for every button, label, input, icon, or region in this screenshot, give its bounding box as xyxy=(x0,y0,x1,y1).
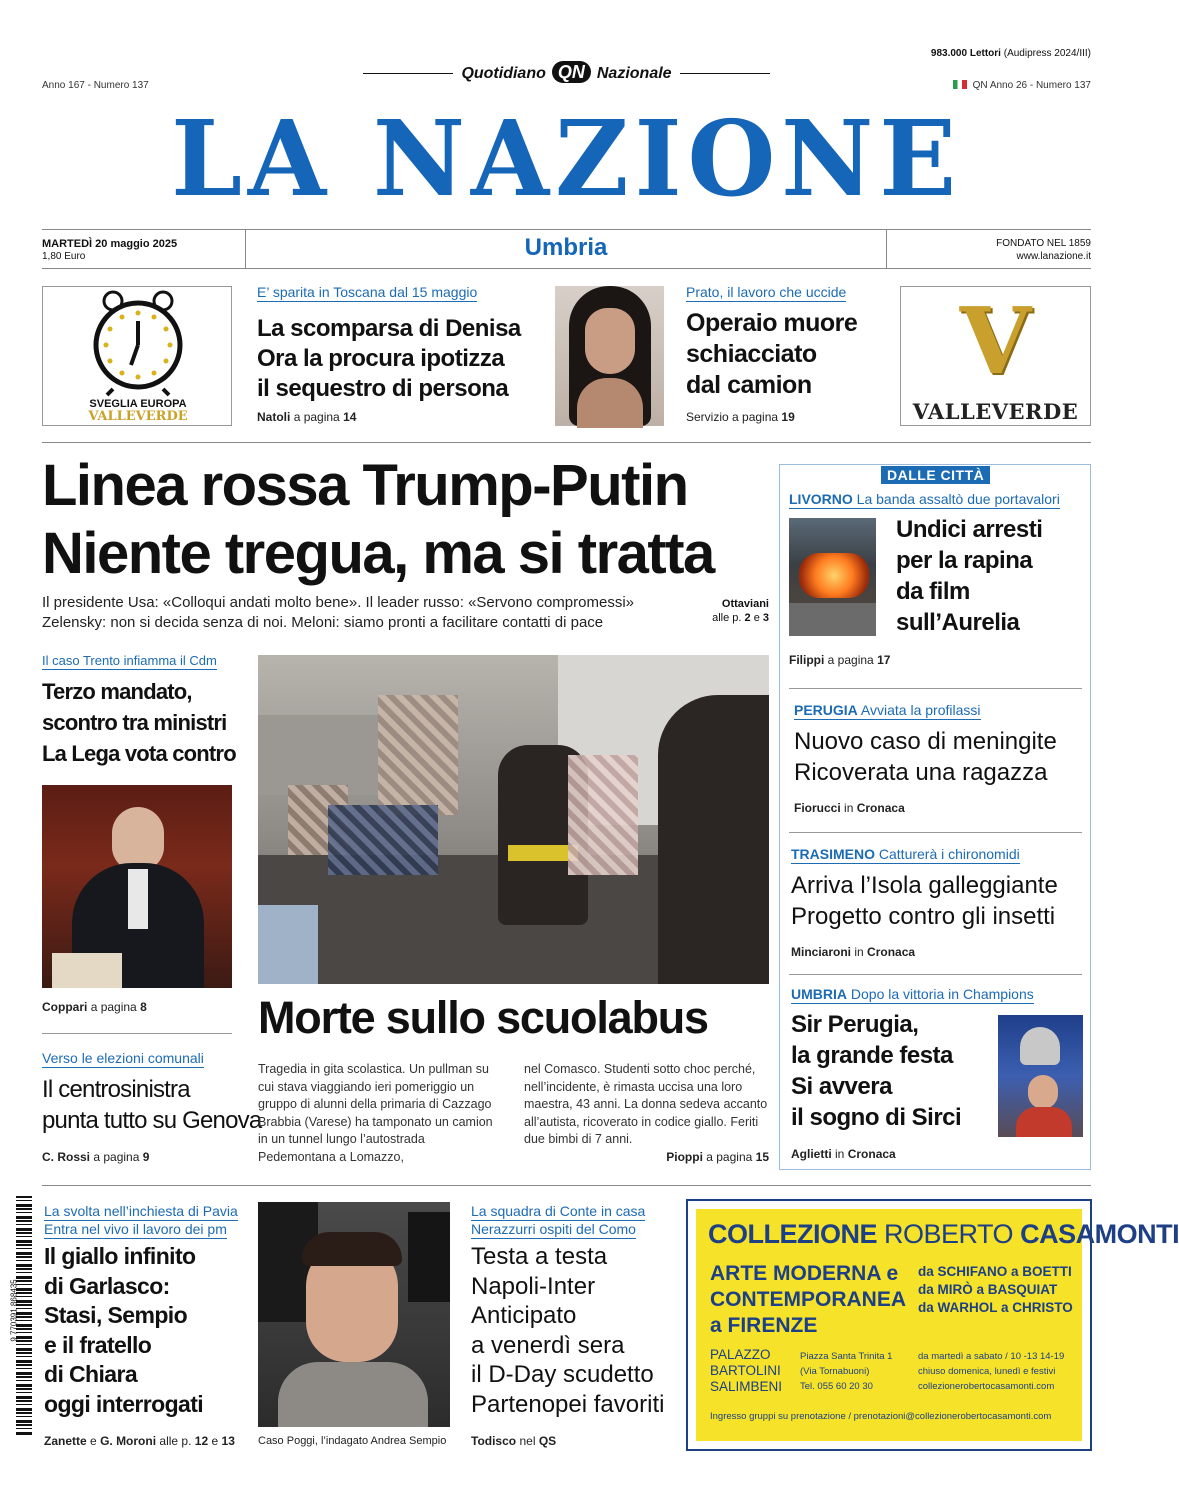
napoli-inter-headline[interactable]: Testa a testa Napoli-Inter Anticipato a venerdì sera il D-Day scudetto Partenopei favoriti xyxy=(471,1243,665,1418)
minister-photo xyxy=(42,785,232,988)
sir-perugia-headline[interactable]: Sir Perugia, la grande festa Si avvera il sogno di Sirci xyxy=(791,1011,962,1131)
scuolabus-photo xyxy=(258,655,769,984)
qn-logo: QN xyxy=(552,61,591,83)
lead-summary: Il presidente Usa: «Colloqui andati molto bene». Il leader russo: «Servono compromessi» Zelensky: non si decida senza di noi. Meloni: siamo pronti a facilitare contatti di pace xyxy=(42,594,634,631)
genova-headline[interactable]: Il centrosinistra punta tutto su Genova xyxy=(42,1076,262,1134)
perugia-byline: Fiorucci in Cronaca xyxy=(794,801,905,815)
trasimeno-byline: Minciaroni in Cronaca xyxy=(791,945,916,959)
casamonti-address: Piazza Santa Trinita 1 (Via Tornabuoni) Tel. 055 60 20 30 xyxy=(800,1351,893,1392)
trasimeno-kicker: TRASIMENO Catturerà i chironomidi xyxy=(791,846,1020,862)
dalle-citta-badge: DALLE CITTÀ xyxy=(881,466,990,484)
garlasco-headline[interactable]: Il giallo infinito di Garlasco: Stasi, Sempio e il fratello di Chiara oggi interrogati xyxy=(44,1243,204,1417)
issue-number-left: Anno 167 - Numero 137 xyxy=(42,80,149,91)
casamonti-hours: da martedì a sabato / 10 -13 14-19 chiuso domenica, lunedì e festivi collezionerobertocasamonti.com xyxy=(918,1351,1065,1392)
alarm-clock-icon xyxy=(91,289,185,395)
lead-byline: Ottaviani alle p. 2 e 3 xyxy=(712,598,769,624)
prato-kicker: Prato, il lavoro che uccide xyxy=(686,284,847,300)
genova-kicker: Verso le elezioni comunali xyxy=(42,1050,204,1066)
issue-price: 1,80 Euro xyxy=(42,251,86,262)
denisa-photo xyxy=(555,286,664,426)
garlasco-byline: Zanette e G. Moroni alle p. 12 e 13 xyxy=(44,1434,235,1448)
napoli-inter-kicker: La squadra di Conte in casa Nerazzurri ospiti del Como xyxy=(471,1203,646,1237)
casamonti-title: COLLEZIONE ROBERTO CASAMONTI xyxy=(708,1219,1179,1249)
edition-name: Umbria xyxy=(524,234,608,261)
livorno-photo xyxy=(789,518,876,636)
website-link[interactable]: www.lanazione.it xyxy=(1016,251,1091,262)
founded-note: FONDATO NEL 1859 xyxy=(996,238,1091,249)
scuolabus-text-col2: nel Comasco. Studenti sotto choc perché, nell’incidente, è rimasta uccisa una loro maestra, 43 anni. La donna sedeva accanto all’autista, ricoverato in codice giallo. Feriti due bimbi di 7 anni. xyxy=(524,1062,768,1146)
prato-headline[interactable]: Operaio muore schiacciato dal camion xyxy=(686,309,858,399)
livorno-byline: Filippi a pagina 17 xyxy=(789,653,891,667)
sempio-photo-caption: Caso Poggi, l’indagato Andrea Sempio xyxy=(258,1435,447,1447)
sir-perugia-byline: Aglietti in Cronaca xyxy=(791,1147,896,1161)
scuolabus-byline: Pioppi a pagina 15 xyxy=(666,1150,769,1164)
valleverde-ad[interactable]: V VALLEVERDE xyxy=(900,286,1091,426)
barcode: 9 770391 868435 xyxy=(4,1196,34,1436)
garlasco-kicker: La svolta nell’inchiesta di Pavia Entra nel vivo il lavoro dei pm xyxy=(44,1203,238,1237)
issue-number-right: QN Anno 26 - Numero 137 xyxy=(953,80,1091,91)
issue-date: MARTEDÌ 20 maggio 2025 xyxy=(42,238,178,250)
readership-note: 983.000 Lettori (Audipress 2024/III) xyxy=(930,48,1091,59)
umbria-kicker: UMBRIA Dopo la vittoria in Champions xyxy=(791,986,1034,1002)
denisa-headline[interactable]: La scomparsa di Denisa Ora la procura ipotizza il sequestro di persona xyxy=(257,315,521,402)
sveglia-europa-ad[interactable]: SVEGLIA EUROPA VALLEVERDE xyxy=(42,286,232,426)
trento-headline[interactable]: Terzo mandato, scontro tra ministri La Lega vota contro xyxy=(42,679,236,766)
napoli-inter-byline: Todisco nel QS xyxy=(471,1434,557,1448)
italian-flag-icon xyxy=(953,80,967,89)
livorno-kicker: LIVORNO La banda assaltò due portavalori xyxy=(789,491,1060,507)
perugia-kicker: PERUGIA Avviata la profilassi xyxy=(794,702,981,718)
genova-byline: C. Rossi a pagina 9 xyxy=(42,1150,150,1164)
qn-banner: Quotidiano QN Nazionale xyxy=(0,61,1133,83)
casamonti-subtitle: ARTE MODERNA e CONTEMPORANEA a FIRENZE xyxy=(710,1262,907,1337)
denisa-byline: Natoli a pagina 14 xyxy=(257,410,357,424)
trento-byline: Coppari a pagina 8 xyxy=(42,1000,147,1014)
perugia-headline[interactable]: Nuovo caso di meningite Ricoverata una ragazza xyxy=(794,728,1057,786)
sempio-photo xyxy=(258,1202,450,1427)
trento-kicker: Il caso Trento infiamma il Cdm xyxy=(42,653,217,668)
scuolabus-text-col1: Tragedia in gita scolastica. Un pullman su cui stava viaggiando ieri pomeriggio un gruppo di alunni della primaria di Cazzago Brabbia (Varese) ha tamponato un camion in un tunnel lungo l’autostrada Pedemontana a Lomazzo, xyxy=(258,1062,493,1164)
valleverde-logo-icon: V xyxy=(959,287,1032,395)
prato-byline: Servizio a pagina 19 xyxy=(686,410,795,424)
denisa-kicker: E’ sparita in Toscana dal 15 maggio xyxy=(257,284,478,300)
casamonti-ad[interactable] xyxy=(686,1199,1179,1451)
masthead-title: LA NAZIONE xyxy=(171,97,962,220)
lead-headline[interactable]: Linea rossa Trump-Putin Niente tregua, ma si tratta xyxy=(42,453,714,586)
sir-perugia-photo xyxy=(998,1015,1083,1137)
trasimeno-headline[interactable]: Arriva l’Isola galleggiante Progetto contro gli insetti xyxy=(791,872,1058,930)
scuolabus-headline[interactable]: Morte sullo scuolabus xyxy=(258,992,708,1043)
livorno-headline[interactable]: Undici arresti per la rapina da film sull’Aurelia xyxy=(896,516,1043,636)
casamonti-artists: da SCHIFANO a BOETTI da MIRÒ a BASQUIAT da WARHOL a CHRISTO xyxy=(918,1264,1073,1315)
casamonti-venue: PALAZZO BARTOLINI SALIMBENI xyxy=(710,1347,783,1394)
casamonti-footer: Ingresso gruppi su prenotazione / prenotazioni@collezionerobertocasamonti.com xyxy=(710,1411,1052,1422)
